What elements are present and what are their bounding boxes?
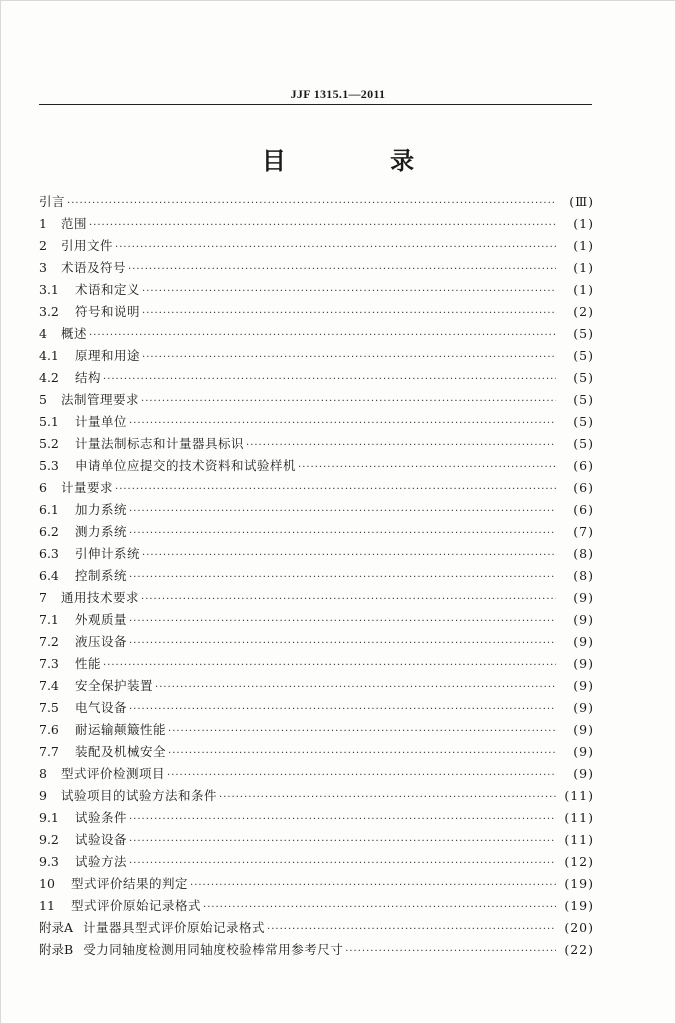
toc-entry-title: 引用文件: [61, 238, 114, 253]
toc-dot-leader: [267, 919, 556, 941]
toc-entry[interactable]: [39, 895, 594, 917]
toc-entry-page: (8): [573, 546, 594, 561]
toc-entry-page: (6): [573, 502, 594, 517]
toc-entry-page: (11): [564, 832, 594, 847]
toc-entry-page: (9): [573, 634, 594, 649]
toc-entry-number: 6.1: [39, 502, 59, 517]
toc-entry[interactable]: [39, 631, 594, 653]
toc-entry-number: 9.3: [39, 854, 59, 869]
toc-entry-number: 5.3: [39, 458, 59, 473]
toc-dot-leader: [129, 501, 556, 523]
toc-entry[interactable]: [39, 257, 594, 279]
toc-entry-title: 计量法制标志和计量器具标识: [75, 436, 245, 451]
toc-entry-number: 6: [39, 480, 47, 495]
toc-entry[interactable]: [39, 785, 594, 807]
toc-entry-number: 7: [39, 590, 47, 605]
toc-entry-title: 控制系统: [75, 568, 128, 583]
toc-entry-title: 试验设备: [75, 832, 128, 847]
toc-entry-number: 7.3: [39, 656, 59, 671]
toc-entry-page: (1): [573, 260, 594, 275]
toc-dot-leader: [115, 479, 556, 501]
toc-dot-leader: [129, 633, 556, 655]
toc-entry[interactable]: [39, 213, 594, 235]
toc-entry-title: 引言: [39, 194, 66, 209]
toc-dot-leader: [168, 743, 556, 765]
toc-entry-number: 6.2: [39, 524, 59, 539]
toc-entry[interactable]: [39, 367, 594, 389]
toc-entry-page: (1): [573, 238, 594, 253]
toc-dot-leader: [168, 721, 556, 743]
toc-dot-leader: [129, 523, 556, 545]
toc-entry[interactable]: [39, 235, 594, 257]
toc-entry-title: 外观质量: [75, 612, 128, 627]
toc-dot-leader: [298, 457, 556, 479]
toc-entry-page: (7): [573, 524, 594, 539]
toc-entry[interactable]: [39, 873, 594, 895]
toc-entry-number: 3: [39, 260, 47, 275]
toc-entry[interactable]: [39, 477, 594, 499]
toc-dot-leader: [142, 303, 556, 325]
toc-entry-number: 5: [39, 392, 47, 407]
toc-entry[interactable]: [39, 411, 594, 433]
toc-entry-title: 概述: [61, 326, 88, 341]
header-divider: [39, 104, 592, 105]
toc-entry[interactable]: [39, 829, 594, 851]
toc-dot-leader: [142, 545, 556, 567]
toc-entry[interactable]: [39, 697, 594, 719]
toc-entry[interactable]: [39, 851, 594, 873]
toc-entry[interactable]: [39, 609, 594, 631]
toc-entry-number: 7.6: [39, 722, 59, 737]
toc-dot-leader: [115, 237, 556, 259]
toc-dot-leader: [345, 941, 556, 963]
toc-entry-number: 4.2: [39, 370, 59, 385]
toc-dot-leader: [219, 787, 556, 809]
toc-entry[interactable]: [39, 653, 594, 675]
toc-entry-title: 范围: [61, 216, 88, 231]
toc-entry[interactable]: [39, 323, 594, 345]
toc-entry-title: 计量要求: [61, 480, 114, 495]
toc-entry-number: 附录B: [39, 942, 74, 957]
toc-entry[interactable]: [39, 807, 594, 829]
toc-entry[interactable]: [39, 719, 594, 741]
toc-entry[interactable]: [39, 433, 594, 455]
toc-entry-number: 9.2: [39, 832, 59, 847]
toc-entry[interactable]: [39, 939, 594, 961]
toc-entry-page: (5): [573, 370, 594, 385]
toc-entry-number: 2: [39, 238, 47, 253]
toc-dot-leader: [142, 281, 556, 303]
toc-entry-page: (8): [573, 568, 594, 583]
toc-entry-number: 7.5: [39, 700, 59, 715]
toc-entry[interactable]: [39, 521, 594, 543]
toc-entry-title: 通用技术要求: [61, 590, 140, 605]
toc-entry-page: (1): [573, 216, 594, 231]
document-code: JJF 1315.1—2011: [290, 87, 386, 101]
toc-dot-leader: [128, 259, 556, 281]
toc-entry[interactable]: [39, 345, 594, 367]
toc-entry-number: 1: [39, 216, 47, 231]
toc-entry-page: (9): [573, 678, 594, 693]
toc-dot-leader: [141, 589, 556, 611]
toc-entry-number: 8: [39, 766, 47, 781]
toc-entry-title: 液压设备: [75, 634, 128, 649]
toc-entry[interactable]: [39, 389, 594, 411]
toc-entry[interactable]: [39, 917, 594, 939]
toc-entry-title: 测力系统: [75, 524, 128, 539]
toc-entry-number: 9.1: [39, 810, 59, 825]
toc-entry[interactable]: [39, 587, 594, 609]
toc-dot-leader: [103, 369, 556, 391]
toc-entry-number: 6.3: [39, 546, 59, 561]
toc-dot-leader: [129, 413, 556, 435]
toc-entry-page: (5): [573, 348, 594, 363]
toc-entry-page: (11): [564, 810, 594, 825]
toc-entry[interactable]: [39, 675, 594, 697]
toc-dot-leader: [129, 809, 556, 831]
toc-entry-number: 5.2: [39, 436, 59, 451]
toc-entry-title: 原理和用途: [75, 348, 141, 363]
toc-entry-page: (9): [573, 590, 594, 605]
toc-entry-page: (1): [573, 282, 594, 297]
toc-entry-page: (5): [573, 414, 594, 429]
toc-entry-title: 安全保护装置: [75, 678, 154, 693]
toc-entry-title: 电气设备: [75, 700, 128, 715]
toc-entry-number: 5.1: [39, 414, 59, 429]
toc-entry-number: 3.1: [39, 282, 59, 297]
toc-entry-title: 耐运输颠簸性能: [75, 722, 167, 737]
toc-entry-page: (9): [573, 766, 594, 781]
toc-entry-page: (20): [564, 920, 594, 935]
toc-entry-number: 7.2: [39, 634, 59, 649]
toc-entry-page: (2): [573, 304, 594, 319]
toc-entry[interactable]: [39, 301, 594, 323]
toc-dot-leader: [142, 347, 556, 369]
toc-entry-title: 型式评价结果的判定: [71, 876, 189, 891]
toc-entry-number: 7.7: [39, 744, 59, 759]
toc-entry-title: 申请单位应提交的技术资料和试验样机: [75, 458, 297, 473]
toc-entry-page: (9): [573, 700, 594, 715]
toc-entry-number: 附录A: [39, 920, 74, 935]
toc-entry-title: 计量单位: [75, 414, 128, 429]
toc-entry-title: 性能: [75, 656, 102, 671]
toc-entry-page: (9): [573, 744, 594, 759]
toc-entry[interactable]: [39, 279, 594, 301]
toc-dot-leader: [246, 435, 556, 457]
toc-entry-page: (5): [573, 326, 594, 341]
toc-dot-leader: [129, 699, 556, 721]
toc-entry-number: 7.1: [39, 612, 59, 627]
toc-dot-leader: [167, 765, 556, 787]
toc-entry-page: (9): [573, 656, 594, 671]
toc-entry-title: 加力系统: [75, 502, 128, 517]
toc-entry-title: 型式评价原始记录格式: [71, 898, 202, 913]
toc-entry-page: (6): [573, 458, 594, 473]
toc-entry-title: 结构: [75, 370, 102, 385]
toc-entry-page: (5): [573, 436, 594, 451]
toc-dot-leader: [129, 853, 556, 875]
toc-dot-leader: [155, 677, 556, 699]
toc-entry-number: 7.4: [39, 678, 59, 693]
toc-entry-title: 术语及符号: [61, 260, 127, 275]
toc-entry-number: 10: [39, 876, 55, 891]
table-of-contents: [39, 191, 594, 961]
toc-entry-title: 引伸计系统: [75, 546, 141, 561]
toc-entry-number: 3.2: [39, 304, 59, 319]
toc-entry-page: (11): [564, 788, 594, 803]
toc-dot-leader: [103, 655, 556, 677]
toc-entry-page: (22): [564, 942, 594, 957]
toc-entry[interactable]: [39, 543, 594, 565]
toc-entry-number: 4: [39, 326, 47, 341]
toc-entry-page: (19): [564, 898, 594, 913]
toc-entry[interactable]: [39, 455, 594, 477]
toc-entry-number: 9: [39, 788, 47, 803]
toc-entry-title: 法制管理要求: [61, 392, 140, 407]
toc-entry-title: 计量器具型式评价原始记录格式: [83, 920, 266, 935]
toc-dot-leader: [190, 875, 556, 897]
toc-entry-title: 试验方法: [75, 854, 128, 869]
toc-dot-leader: [129, 611, 556, 633]
toc-entry[interactable]: [39, 763, 594, 785]
toc-entry[interactable]: [39, 499, 594, 521]
toc-entry-title: 术语和定义: [75, 282, 141, 297]
toc-entry-number: 4.1: [39, 348, 59, 363]
toc-entry-title: 试验条件: [75, 810, 128, 825]
toc-entry[interactable]: [39, 191, 594, 213]
toc-dot-leader: [141, 391, 556, 413]
toc-entry-title: 符号和说明: [75, 304, 141, 319]
toc-entry-title: 受力同轴度检测用同轴度校验棒常用参考尺寸: [83, 942, 344, 957]
toc-entry-number: 11: [39, 898, 55, 913]
toc-entry-page: (9): [573, 612, 594, 627]
toc-dot-leader: [129, 567, 556, 589]
toc-entry-page: (6): [573, 480, 594, 495]
toc-entry-number: 6.4: [39, 568, 59, 583]
toc-dot-leader: [67, 193, 556, 215]
toc-dot-leader: [89, 215, 556, 237]
toc-dot-leader: [203, 897, 556, 919]
toc-entry-page: (9): [573, 722, 594, 737]
toc-entry-title: 装配及机械安全: [75, 744, 167, 759]
page-title: 目 录: [261, 147, 463, 175]
toc-dot-leader: [129, 831, 556, 853]
toc-entry[interactable]: [39, 741, 594, 763]
toc-entry-page: (12): [564, 854, 594, 869]
toc-entry-page: (5): [573, 392, 594, 407]
toc-entry-page: (Ⅲ): [569, 194, 594, 209]
toc-entry[interactable]: [39, 565, 594, 587]
toc-entry-page: (19): [564, 876, 594, 891]
toc-entry-title: 型式评价检测项目: [61, 766, 166, 781]
toc-dot-leader: [89, 325, 556, 347]
toc-entry-title: 试验项目的试验方法和条件: [61, 788, 218, 803]
